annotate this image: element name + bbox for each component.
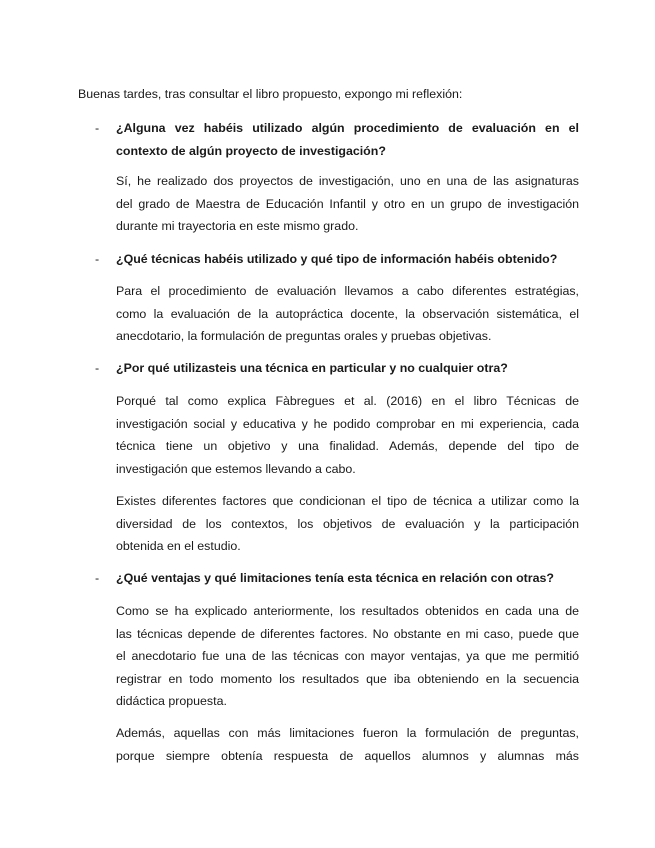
text-line: el anecdotario fue una de las técnicas con mayor ventajas, ya que me permitió xyxy=(116,649,579,664)
text-line: como la evaluación de la autopráctica docente, la observación sistemática, el xyxy=(116,306,579,321)
text-line: Existes diferentes factores que condicionan el tipo de técnica a utilizar como la xyxy=(116,494,579,508)
text-line: didáctica propuesta. xyxy=(116,694,227,709)
intro-text: Buenas tardes, tras consultar el libro propuesto, expongo mi reflexión: xyxy=(78,87,463,101)
bullet-dash: - xyxy=(95,571,100,585)
text-line: porque siempre obtenía respuesta de aquellos alumnos y alumnas más xyxy=(116,748,579,763)
text-line: durante mi trayectoria en este mismo grado. xyxy=(116,219,359,234)
bullet-dash: - xyxy=(95,361,100,375)
text-line: técnica tiene un objetivo y una finalidad. Además, depende del tipo de xyxy=(116,439,579,454)
answer-3-paragraph-2 xyxy=(116,490,579,558)
answer-2-paragraph-1 xyxy=(116,280,579,348)
answer-1-paragraph-1 xyxy=(116,170,579,238)
question-3-text: ¿Por qué utilizasteis una técnica en particular y no cualquier otra? xyxy=(116,361,508,375)
text-line: registrar en todo momento los resultados que iba obteniendo en la secuencia xyxy=(116,671,579,686)
question-2-text: ¿Qué técnicas habéis utilizado y qué tipo de información habéis obtenido? xyxy=(116,252,558,266)
bullet-dash: - xyxy=(95,121,100,135)
question-4 xyxy=(95,567,580,590)
text-line: Sí, he realizado dos proyectos de investigación, uno en una de las asignaturas xyxy=(116,174,579,188)
text-line: Porqué tal como explica Fàbregues et al. (2016) en el libro Técnicas de xyxy=(116,394,579,408)
bullet-dash: - xyxy=(95,252,100,266)
text-line: Como se ha explicado anteriormente, los resultados obtenidos en cada una de xyxy=(116,604,579,618)
text-line: las técnicas depende de diferentes factores. No obstante en mi caso, puede que xyxy=(116,626,579,641)
text-line: investigación que estemos llevando a cabo. xyxy=(116,461,356,476)
answer-4-paragraph-2 xyxy=(116,722,579,767)
text-line: obtenida en el estudio. xyxy=(116,539,241,554)
text-line: diversidad de los contextos, los objetivos de evaluación y la participación xyxy=(116,516,579,531)
question-2 xyxy=(95,248,580,271)
answer-4-paragraph-1 xyxy=(116,600,579,713)
text-line: Además, aquellas con más limitaciones fueron la formulación de preguntas, xyxy=(116,726,579,740)
text-line: Para el procedimiento de evaluación llevamos a cabo diferentes estratégias, xyxy=(116,284,579,298)
question-1 xyxy=(95,117,580,163)
question-4-text: ¿Qué ventajas y qué limitaciones tenía esta técnica en relación con otras? xyxy=(116,571,554,585)
text-line: investigación social y educativa y he podido comprobar en mi experiencia, cada xyxy=(116,416,579,431)
question-3 xyxy=(95,357,580,380)
text-line: del grado de Maestra de Educación Infantil y otro en un grupo de investigación xyxy=(116,196,579,211)
question-1-text: ¿Alguna vez habéis utilizado algún procedimiento de evaluación en el contexto de algún proyecto de investigación? xyxy=(116,121,579,158)
text-line: anecdotario, la formulación de preguntas orales y pruebas objetivas. xyxy=(116,329,492,344)
answer-3-paragraph-1 xyxy=(116,390,579,480)
